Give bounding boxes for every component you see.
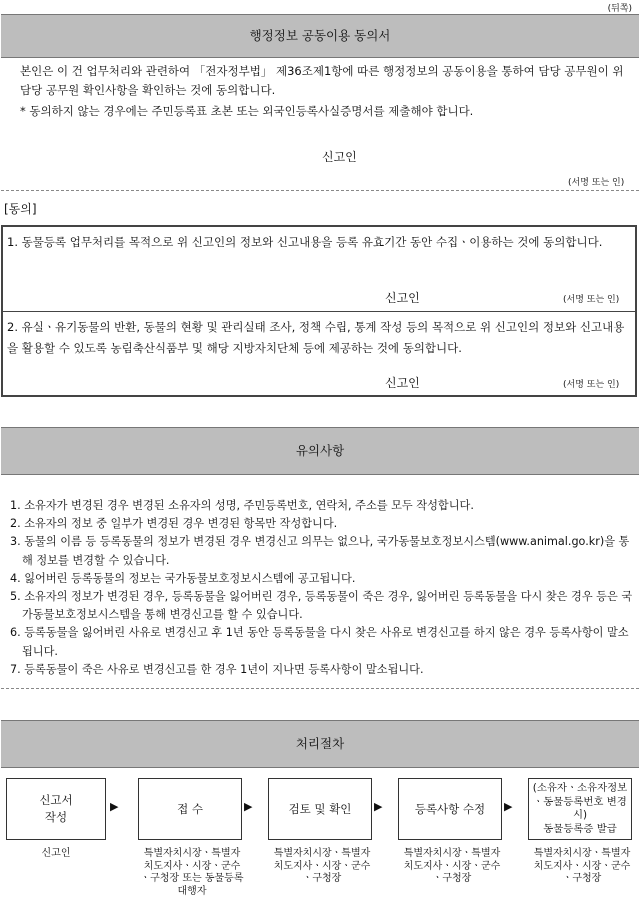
- divider: [1, 190, 639, 191]
- agreement-heading: [동의]: [4, 202, 37, 216]
- page-side-label: (뒤쪽): [607, 4, 632, 14]
- notice-item-7: 7. 등록동물이 죽은 사유로 변경신고를 한 경우 1년이 지나면 등록사항이 말소됩니다.: [10, 662, 424, 676]
- process-step-receive: 접 수: [138, 778, 242, 840]
- process-step-review: 검토 및 확인: [268, 778, 372, 840]
- agreement-item-1-text: 1. 동물등록 업무처리를 목적으로 위 신고인의 정보와 신고내용을 등록 유효기간 동안 수집ㆍ이용하는 것에 동의합니다.: [7, 235, 603, 249]
- process-section-title: 처리절차: [295, 736, 345, 751]
- notice-section-header: [1, 427, 639, 475]
- arrow-icon: ▶: [504, 800, 513, 813]
- process-step-issue: (소유자ㆍ소유자정보ㆍ동물등록번호 변경 시) 동물등록증 발급: [528, 778, 632, 840]
- consent-sign-hint: (서명 또는 인): [568, 178, 625, 188]
- divider: [1, 688, 639, 689]
- notice-item-4: 4. 잃어버린 등록동물의 정보는 국가동물보호정보시스템에 공고됩니다.: [10, 571, 356, 585]
- arrow-icon: ▶: [374, 800, 383, 813]
- agreement-box: [1, 225, 637, 397]
- consent-note: * 동의하지 않는 경우에는 주민등록표 초본 또는 외국인등록사실증명서를 제출해야 합니다.: [20, 104, 474, 118]
- consent-section-title: 행정정보 공동이용 동의서: [249, 28, 391, 43]
- notice-item-1: 1. 소유자가 변경된 경우 변경된 소유자의 성명, 주민등록번호, 연락처, 주소를 모두 작성합니다.: [10, 499, 474, 512]
- consent-signer: 신고인: [322, 150, 357, 164]
- agreement-item-1-sign-hint: (서명 또는 인): [563, 295, 620, 305]
- notice-item-3: 3. 동물의 이름 등 등록동물의 정보가 변경된 경우 변경신고 의무는 없으나, 국가동물보호정보시스템(www.animal.go.kr)을 통해 정보를 변경할 수 있습니다.: [10, 535, 630, 567]
- agreement-divider: [3, 311, 635, 312]
- agreement-item-2-sign-hint: (서명 또는 인): [563, 380, 620, 390]
- notice-item-6: 6. 등록동물을 잃어버린 사유로 변경신고 후 1년 동안 등록동물을 다시 찾은 사유로 변경신고를 하지 않은 경우 등록사항이 말소됩니다.: [10, 626, 629, 658]
- arrow-icon: ▶: [110, 800, 119, 813]
- process-actor-5: 특별자치시장ㆍ특별자치도지사ㆍ시장ㆍ군수ㆍ구청장: [533, 848, 631, 884]
- process-actor-4: 특별자치시장ㆍ특별자치도지사ㆍ시장ㆍ군수ㆍ구청장: [403, 848, 501, 884]
- agreement-item-2-text: 2. 유실ㆍ유기동물의 반환, 동물의 현황 및 관리실태 조사, 정책 수립, 통계 작성 등의 목적으로 위 신고인의 정보와 신고내용을 활용할 수 있도록 농림축산식품부 및 해당 지방자치단체 등에 제공하는 것에 동의합니다.: [7, 320, 625, 355]
- notice-item-5: 5. 소유자의 정보가 변경된 경우, 등록동물을 잃어버린 경우, 등록동물이 죽은 경우, 잃어버린 등록동물을 다시 찾은 경우 등은 국가동물보호정보시스템을 통해 변경신고를 할 수 있습니다.: [10, 590, 633, 622]
- arrow-icon: ▶: [244, 800, 253, 813]
- notice-section-title: 유의사항: [295, 443, 345, 458]
- consent-section-header: [1, 14, 639, 58]
- agreement-item-2-signer: 신고인: [385, 376, 420, 390]
- process-section-header: [1, 720, 639, 768]
- notice-list: [10, 497, 634, 679]
- notice-item-2: 2. 소유자의 정보 중 일부가 변경된 경우 변경된 항목만 작성합니다.: [10, 517, 338, 531]
- process-step-update: 등록사항 수정: [398, 778, 502, 840]
- agreement-item-1-signer: 신고인: [385, 291, 420, 305]
- process-actor-3: 특별자치시장ㆍ특별자치도지사ㆍ시장ㆍ군수ㆍ구청장: [273, 848, 371, 884]
- consent-body: 본인은 이 건 업무처리와 관련하여 「전자정부법」 제36조제1항에 따른 행정정보의 공동이용을 통하여 담당 공무원이 위 담당 공무원 확인사항을 확인하는 것에 동의합니다.: [20, 64, 624, 97]
- process-actor-2: 특별자치시장ㆍ특별자치도지사ㆍ시장ㆍ군수ㆍ구청장 또는 동물등록대행자: [140, 848, 244, 897]
- process-step-write: 신고서 작성: [6, 778, 106, 840]
- process-actor-1: 신고인: [41, 848, 71, 859]
